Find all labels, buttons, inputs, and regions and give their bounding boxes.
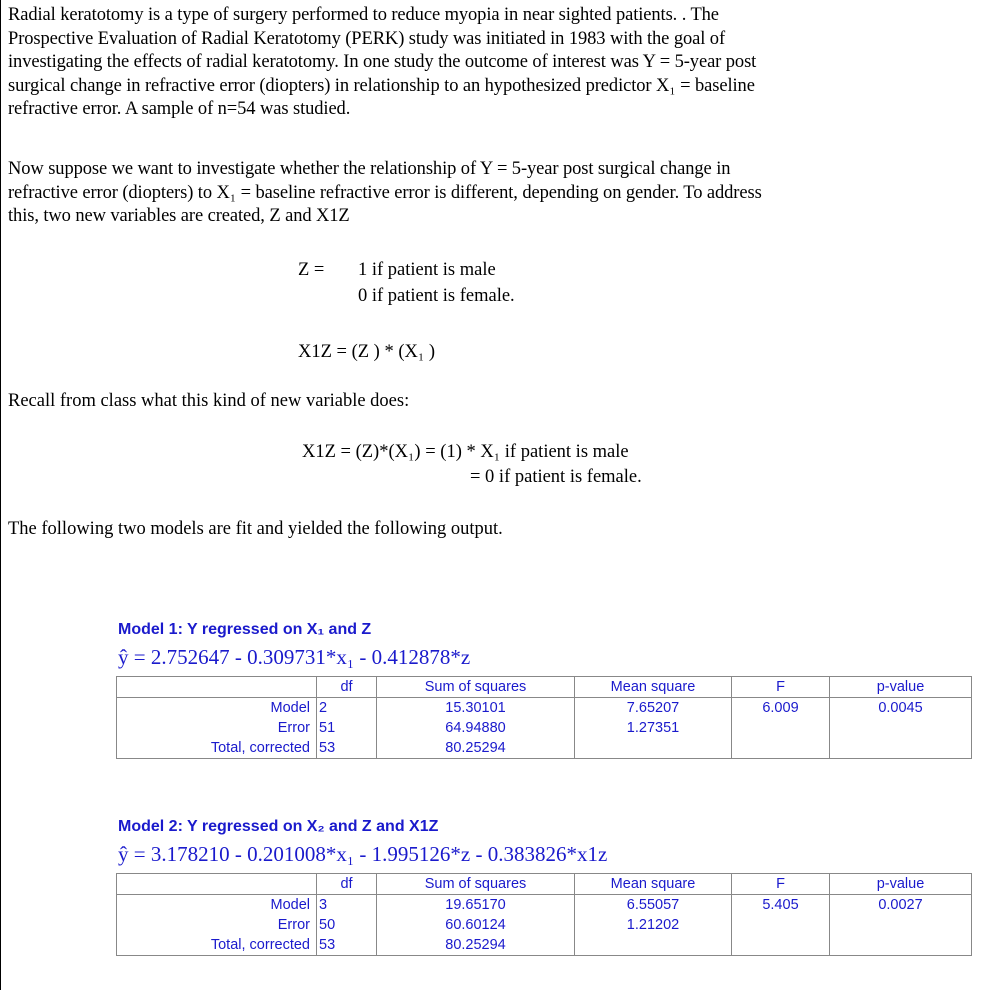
now-line: this, two new variables are created, Z and X1Z bbox=[8, 206, 350, 226]
ms-cell: 1.27351 bbox=[575, 718, 732, 738]
source-cell: Error bbox=[117, 718, 317, 738]
ss-cell: 19.65170 bbox=[377, 895, 575, 916]
table-row bbox=[117, 915, 972, 935]
ss-cell: 64.94880 bbox=[377, 718, 575, 738]
intro-paragraph bbox=[8, 4, 988, 122]
source-cell: Total, corrected bbox=[117, 935, 317, 956]
intro-line: investigating the effects of radial keratotomy. In one study the outcome of interest was Y = 5-year post bbox=[8, 52, 757, 72]
f-cell: 5.405 bbox=[732, 895, 830, 916]
header-cell: p-value bbox=[830, 874, 972, 895]
ms-cell: 1.21202 bbox=[575, 915, 732, 935]
ms-cell bbox=[575, 935, 732, 956]
model-2-title: Model 2: Y regressed on X₂ and Z and X1Z bbox=[118, 818, 439, 835]
ss-cell: 15.30101 bbox=[377, 698, 575, 719]
following-text: The following two models are fit and yielded the following output. bbox=[8, 519, 503, 539]
p-cell: 0.0045 bbox=[830, 698, 972, 719]
table-row bbox=[117, 738, 972, 759]
model-1-equation: ŷ = 2.752647 - 0.309731*x₁ - 0.412878*z bbox=[118, 645, 471, 669]
header-cell: Mean square bbox=[575, 677, 732, 698]
table-row bbox=[117, 935, 972, 956]
model-2-equation: ŷ = 3.178210 - 0.201008*x₁ - 1.995126*z - 0.383826*x1z bbox=[118, 842, 608, 866]
intro-line: surgical change in refractive error (diopters) in relationship to an hypothesized predictor X₁ = baseline bbox=[8, 75, 755, 96]
source-cell: Model bbox=[117, 698, 317, 719]
p-cell bbox=[830, 718, 972, 738]
f-cell: 6.009 bbox=[732, 698, 830, 719]
ms-cell: 6.55057 bbox=[575, 895, 732, 916]
table-header-row bbox=[117, 874, 972, 895]
header-cell: df bbox=[317, 874, 377, 895]
recall-text: Recall from class what this kind of new variable does: bbox=[8, 391, 410, 411]
header-cell: Sum of squares bbox=[377, 677, 575, 698]
ms-cell: 7.65207 bbox=[575, 698, 732, 719]
source-cell: Error bbox=[117, 915, 317, 935]
model-1-anova-table bbox=[116, 676, 972, 759]
df-cell: 3 bbox=[317, 895, 377, 916]
source-cell: Model bbox=[117, 895, 317, 916]
p-cell bbox=[830, 738, 972, 759]
ms-cell bbox=[575, 738, 732, 759]
p-cell bbox=[830, 935, 972, 956]
df-cell: 53 bbox=[317, 935, 377, 956]
f-cell bbox=[732, 935, 830, 956]
intro-line: Radial keratotomy is a type of surgery performed to reduce myopia in near sighted patients. . The bbox=[8, 5, 719, 25]
model-2-anova-table bbox=[116, 873, 972, 956]
header-cell: Sum of squares bbox=[377, 874, 575, 895]
intro-line: Prospective Evaluation of Radial Keratotomy (PERK) study was initiated in 1983 with the goal of bbox=[8, 28, 726, 49]
ss-cell: 80.25294 bbox=[377, 935, 575, 956]
model-1-title: Model 1: Y regressed on X₁ and Z bbox=[118, 621, 372, 638]
ss-cell: 60.60124 bbox=[377, 915, 575, 935]
table-header-row bbox=[117, 677, 972, 698]
header-cell: df bbox=[317, 677, 377, 698]
intro-line: refractive error. A sample of n=54 was studied. bbox=[8, 99, 351, 119]
df-cell: 50 bbox=[317, 915, 377, 935]
f-cell bbox=[732, 718, 830, 738]
table-row bbox=[117, 895, 972, 916]
table-row bbox=[117, 718, 972, 738]
f-cell bbox=[732, 915, 830, 935]
p-cell bbox=[830, 915, 972, 935]
df-cell: 53 bbox=[317, 738, 377, 759]
now-line: Now suppose we want to investigate whether the relationship of Y = 5-year post surgical change in bbox=[8, 159, 731, 179]
header-cell: p-value bbox=[830, 677, 972, 698]
p-cell: 0.0027 bbox=[830, 895, 972, 916]
header-cell bbox=[117, 874, 317, 895]
x1z-definition: X1Z = (Z ) * (X₁ ) bbox=[298, 342, 436, 362]
source-cell: Total, corrected bbox=[117, 738, 317, 759]
z-definition-female: 0 if patient is female. bbox=[358, 286, 515, 306]
now-paragraph bbox=[8, 158, 988, 229]
header-cell bbox=[117, 677, 317, 698]
ss-cell: 80.25294 bbox=[377, 738, 575, 759]
x1z-explanation-male: X1Z = (Z)*(X₁) = (1) * X₁ if patient is male bbox=[302, 442, 629, 462]
z-definition-lhs: Z = bbox=[298, 260, 325, 280]
table-row bbox=[117, 698, 972, 719]
page-left-border bbox=[0, 0, 1, 990]
now-line: refractive error (diopters) to X₁ = baseline refractive error is different, depending on gender. To address bbox=[8, 182, 762, 203]
x1z-explanation-female: = 0 if patient is female. bbox=[470, 467, 642, 487]
header-cell: F bbox=[732, 677, 830, 698]
df-cell: 2 bbox=[317, 698, 377, 719]
header-cell: Mean square bbox=[575, 874, 732, 895]
f-cell bbox=[732, 738, 830, 759]
header-cell: F bbox=[732, 874, 830, 895]
z-definition-male: 1 if patient is male bbox=[358, 260, 496, 280]
df-cell: 51 bbox=[317, 718, 377, 738]
